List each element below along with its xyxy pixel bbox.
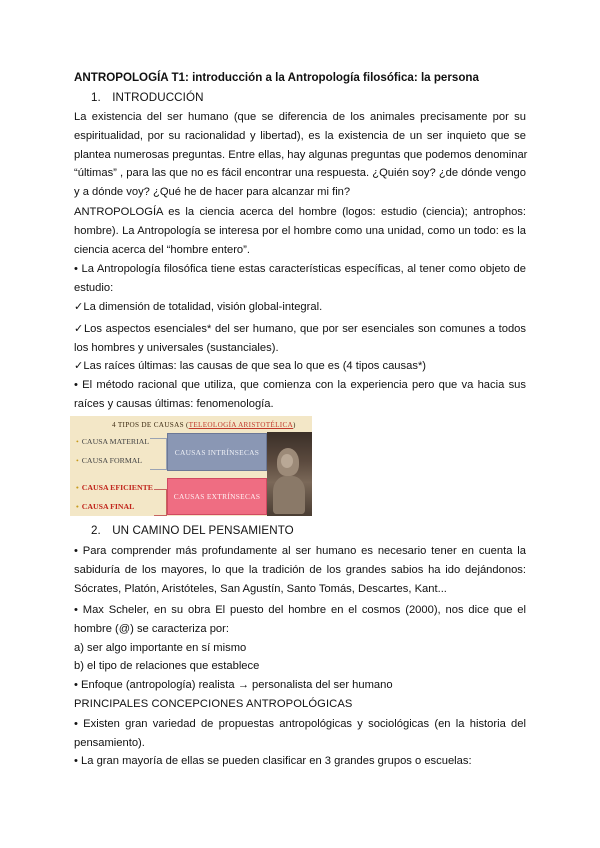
section-2-number: 2. [91,524,101,537]
bullet-icon: • [76,437,79,446]
intrinsic-causes-box [167,433,267,471]
bracket-intrinsic [150,438,167,470]
cause-label: CAUSA FINAL [81,502,135,511]
extrinsic-causes-box [167,478,267,515]
variety-line: pensamiento). [74,736,145,749]
sculpture-photo [267,432,312,516]
characteristics-line: • La Antropología filosófica tiene estas características específicas, al tener como objeto de [74,263,526,275]
scheler-line: • Max Scheler, en su obra El puesto del hombre en el cosmos (2000), nos dice que el [74,604,526,616]
bullet-icon: • [76,502,79,511]
extrinsic-causes-label: CAUSAS EXTRÍNSECAS [173,492,261,501]
section-1-title: INTRODUCCIÓN [112,91,204,104]
figure-title [112,421,296,429]
definition-line: hombre). La Antropología se interesa por el hombre como una unidad, como un todo: es la [74,224,526,237]
bullet-icon: • [76,456,79,465]
approach-bullet: • Enfoque (antropología) realista → personalista del ser humano [74,679,393,691]
check-item-totalidad: ✓La dimensión de totalidad, visión global-integral. [74,301,323,313]
definition-line: ciencia acerca del “hombre entero”. [74,243,250,256]
definition-paragraph [74,203,526,259]
scheler-line: hombre (@) se caracteriza por: [74,622,229,635]
figure-title-prefix: 4 TIPOS DE CAUSAS ( [112,421,189,429]
intro-line: y a dónde voy? ¿Qué he de hacer para alcanzar mi fin? [74,186,351,199]
item-b: b) el tipo de relaciones que establece [74,660,260,672]
intro-paragraph [74,108,526,202]
intro-line: plantea numerosas preguntas. Entre ellas, hay algunas preguntas que podemos denominar [74,148,528,161]
check-item-esenciales [74,320,526,358]
figure-title-suffix: ) [293,421,296,429]
characteristics-bullet [74,260,526,298]
section-2-heading [91,524,294,537]
figure-title-highlight: TELEOLOGÍA ARISTOTÉLICA [188,421,294,429]
cause-label: CAUSA MATERIAL [81,437,150,446]
subheading-concepciones: PRINCIPALES CONCEPCIONES ANTROPOLÓGICAS [74,698,353,710]
wisdom-line: sabiduría de los mayores, lo que la tradición de los grandes sabios ha ido dejándonos: [74,563,526,576]
characteristics-line: estudio: [74,281,114,294]
wisdom-bullet [74,542,526,598]
causes-figure [70,416,312,516]
cause-item-eficiente [76,483,153,492]
intro-line: espiritualidad, por su racionalidad y libertad), es la existencia de un ser inquieto que se [74,129,526,142]
section-2-title: UN CAMINO DEL PENSAMIENTO [112,524,294,537]
wisdom-line: Sócrates, Platón, Aristóteles, San Agustín, Santo Tomás, Descartes, Kant... [74,582,447,595]
check-line: los hombres y universales (sustanciales). [74,341,279,354]
cause-label: CAUSA EFICIENTE [81,483,154,492]
check-item-raices: ✓Las raíces últimas: las causas de que sea lo que es (4 tipos causas*) [74,360,427,372]
intro-line: La existencia del ser humano (que se diferencia de los animales precisamente por su [74,111,526,123]
variety-bullet [74,715,526,753]
method-bullet [74,376,526,414]
document-title: ANTROPOLOGÍA T1: introducción a la Antropología filosófica: la persona [74,71,479,84]
cause-item-final [76,502,134,511]
intro-line: “últimas” , para las que no es fácil encontrar una respuesta. ¿Quién soy? ¿de dónde vengo [74,167,526,180]
sculpture-shape [273,476,305,514]
check-line: ✓Los aspectos esenciales* del ser humano, que por ser esenciales son comunes a todos [74,323,526,335]
scheler-bullet [74,601,526,639]
item-a: a) ser algo importante en sí mismo [74,642,247,654]
cause-item-formal [76,456,142,465]
intrinsic-causes-label: CAUSAS INTRÍNSECAS [174,447,260,457]
section-1-heading [91,91,204,104]
section-1-number: 1. [91,91,101,104]
bracket-extrinsic [154,489,167,516]
classification-bullet: • La gran mayoría de ellas se pueden clasificar en 3 grandes grupos o escuelas: [74,755,472,767]
cause-item-material [76,437,149,446]
bullet-icon: • [76,483,79,492]
variety-line: • Existen gran variedad de propuestas antropológicas y sociológicas (en la historia del [74,718,526,730]
method-line: raíces y causas últimas: fenomenología. [74,397,274,410]
cause-label: CAUSA FORMAL [81,456,143,465]
definition-line: ANTROPOLOGÍA es la ciencia acerca del hombre (logos: estudio (ciencia); antrophos: [74,206,526,218]
method-line: • El método racional que utiliza, que comienza con la experiencia pero que va hacia sus [74,379,526,391]
sculpture-shape [281,454,293,468]
wisdom-line: • Para comprender más profundamente al ser humano es necesario tener en cuenta la [74,545,526,557]
